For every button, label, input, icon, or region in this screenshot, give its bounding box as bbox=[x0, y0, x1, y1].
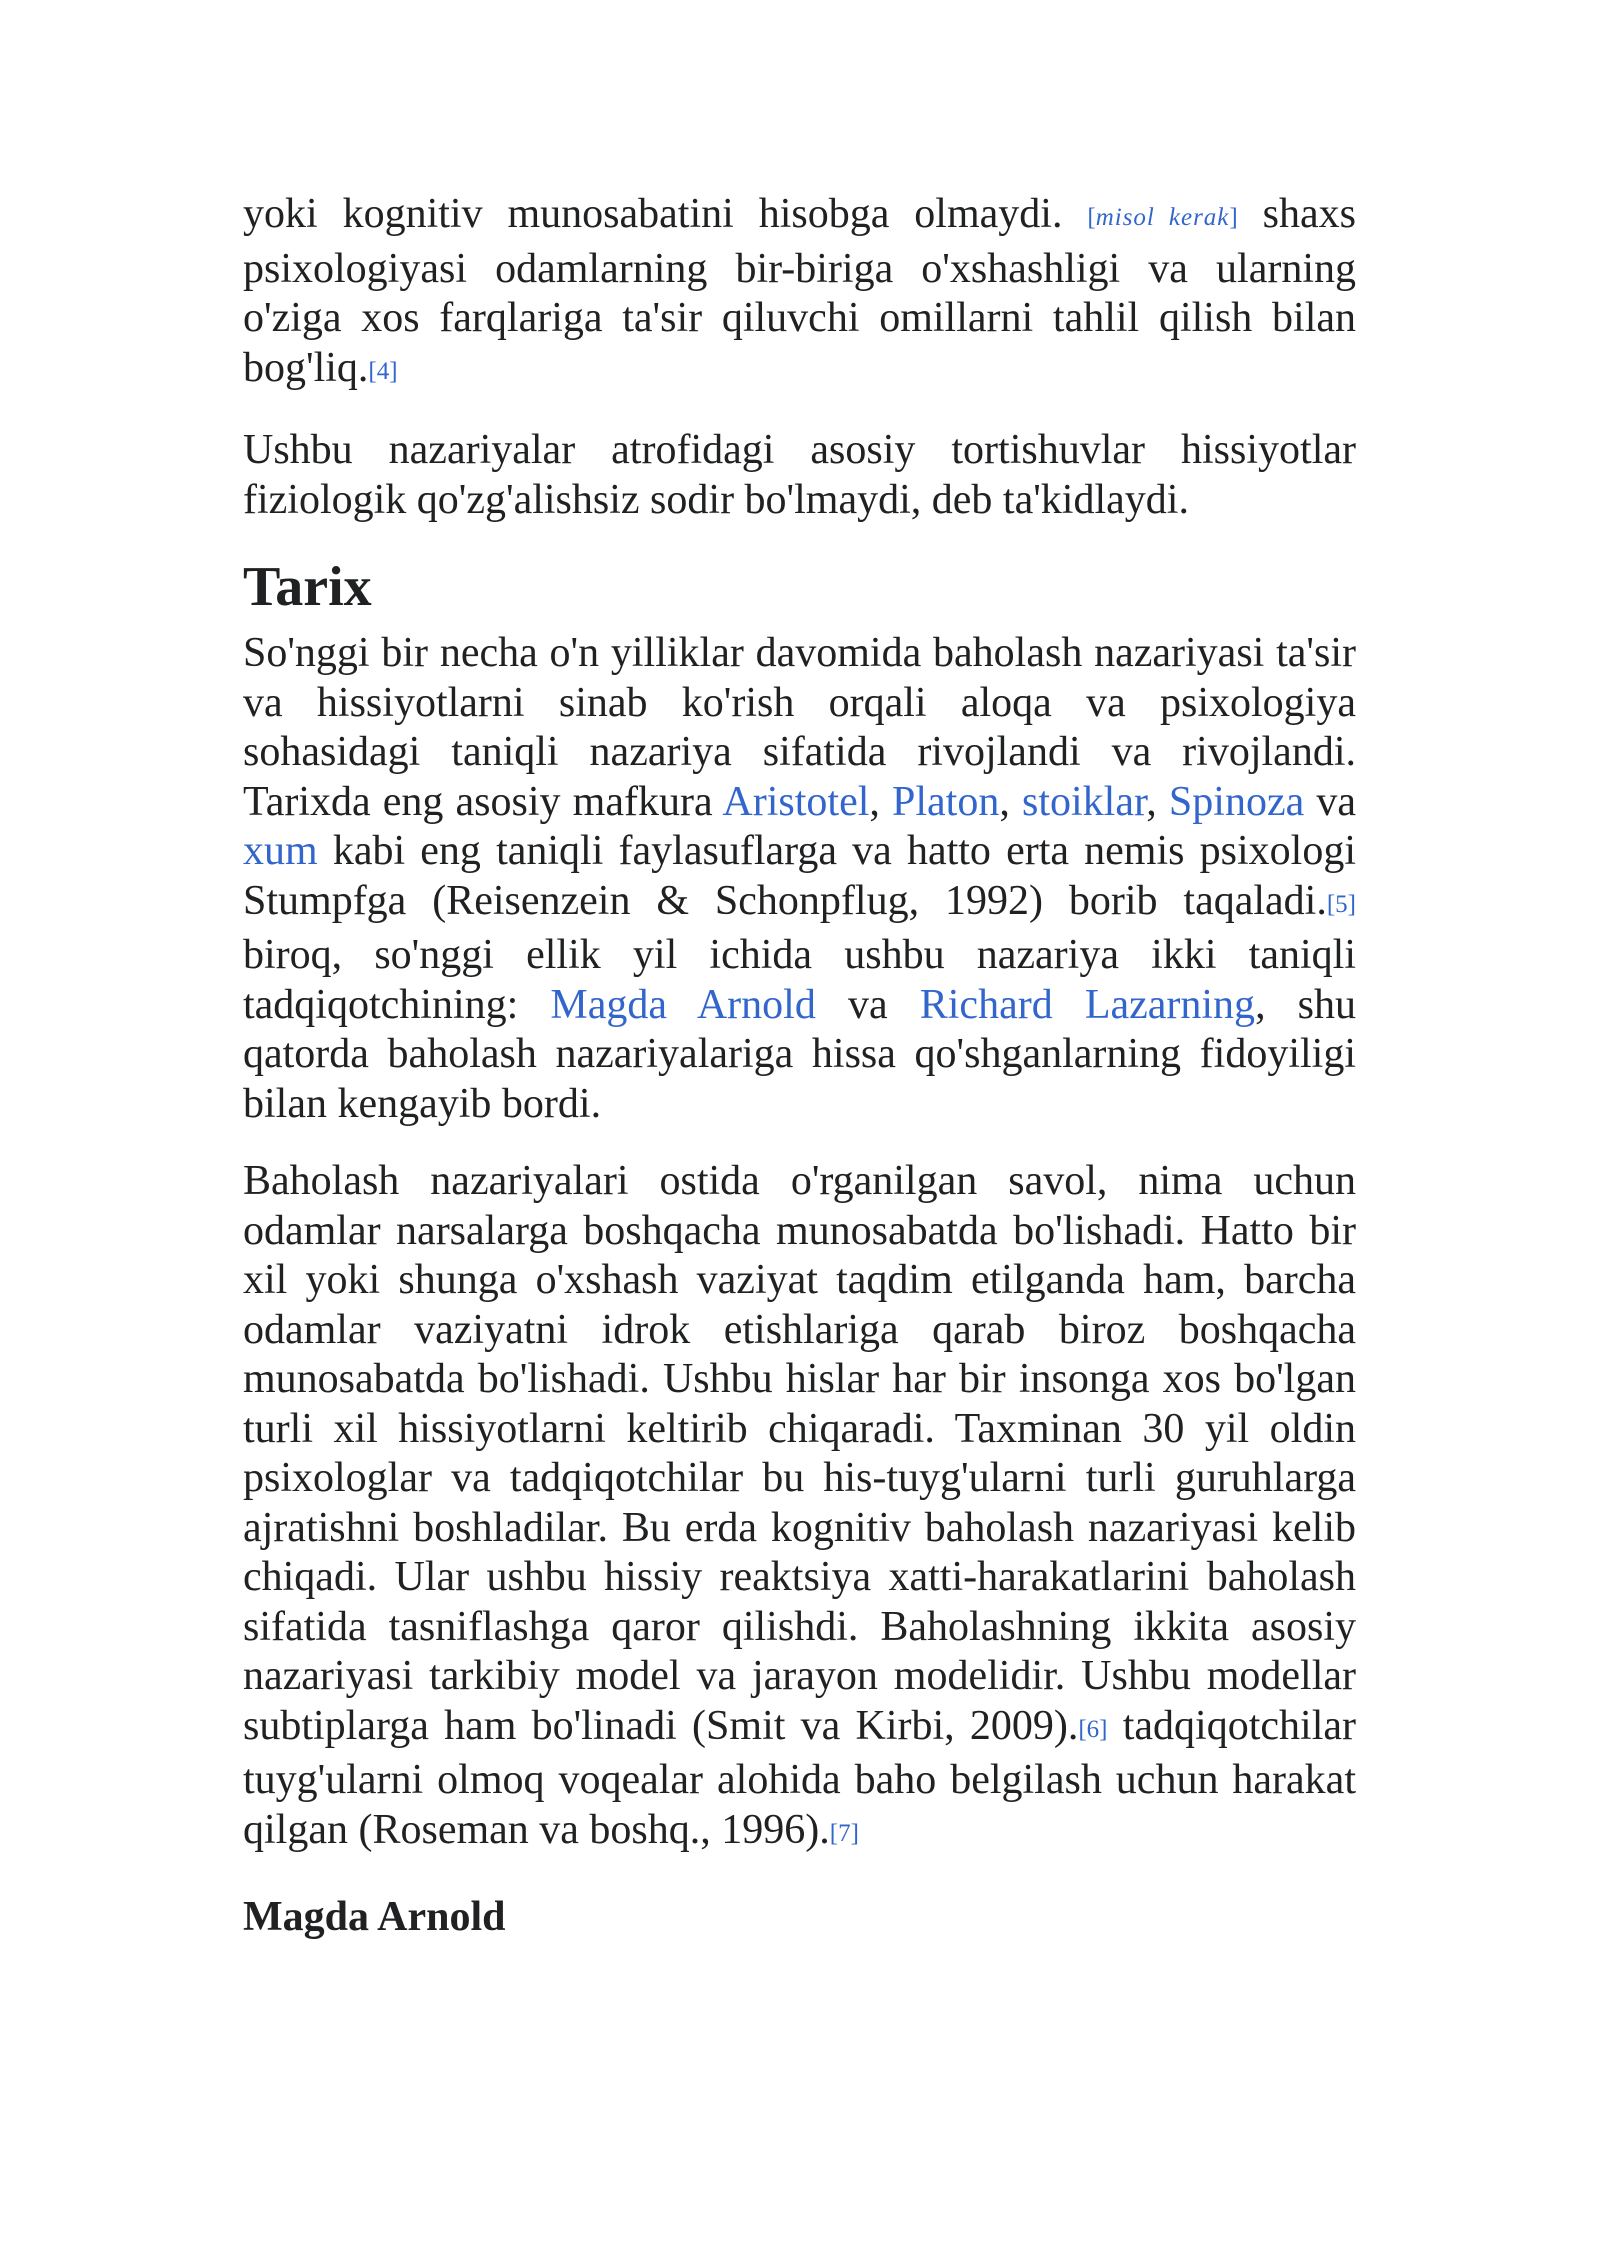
reference-7[interactable]: [7] bbox=[829, 1819, 859, 1847]
link-platon[interactable]: Platon bbox=[892, 778, 1000, 825]
paragraph-text: shaxs psixologiyasi odamlarning bir-biriga o'xshashligi va ularning o'ziga xos farqlariga ta'sir qiluvchi omillarni tahlil qilish bilan bog'liq. bbox=[243, 191, 1357, 391]
paragraph-appraisal bbox=[243, 1157, 1356, 1860]
link-xum[interactable]: xum bbox=[243, 828, 318, 874]
citation-needed-note[interactable]: [misol kerak] bbox=[1087, 204, 1238, 231]
paragraph-controversy bbox=[243, 426, 1356, 525]
reference-4[interactable]: [4] bbox=[368, 357, 398, 385]
link-aristotel[interactable]: Aristotel bbox=[722, 778, 870, 825]
reference-5[interactable]: [5] bbox=[1326, 890, 1356, 918]
paragraph-text: yoki kognitiv munosabatini hisobga olmaydi. bbox=[243, 191, 1063, 237]
paragraph-text: Baholash nazariyalari ostida o'rganilgan savol, nima uchun odamlar narsalarga boshqacha munosabatda bo'lishadi. Hatto bir xil yoki shunga o'xshash vaziyat taqdim etilganda ham, barcha odamlar vaziyatni idrok etishlariga qarab biroz boshqacha munosabatda bo'lishadi. Ushbu hislar har bir insonga xos bo'lgan turli xil hissiyotlarni keltirib chiqaradi. Taxminan 30 yil oldin psixologlar va tadqiqotchilar bu his-tuyg'ularni turli guruhlarga ajratishni boshladilar. Bu erda kognitiv baholash nazariyasi kelib chiqadi. Ular ushbu hissiy reaktsiya xatti-harakatlarini baholash sifatida tasniflashga qaror qilishdi. Baholashning ikkita asosiy nazariyasi tarkibiy model va jarayon modelidir. Ushbu modellar subtiplarga ham bo'linadi (Smit va Kirbi, 2009). bbox=[243, 1158, 1356, 1749]
subsection-heading-magda-arnold: Magda Arnold bbox=[243, 1894, 506, 1940]
paragraph-text: tadqiqotchilar tuyg'ularni olmoq voqealar alohida baho belgilash uchun harakat qilgan (Roseman va boshq., 1996). bbox=[243, 1702, 1357, 1853]
paragraph-personality bbox=[243, 190, 1356, 398]
link-magda-arnold[interactable]: Magda Arnold bbox=[550, 981, 816, 1028]
reference-6[interactable]: [6] bbox=[1078, 1715, 1108, 1743]
paragraph-text: , shu qatorda baholash nazariyalariga hissa qo'shganlarning fidoyiligi bilan kengayib bordi. bbox=[243, 981, 1357, 1127]
paragraph-text: kabi eng taniqli faylasuflarga va hatto erta nemis psixologi Stumpfga (Reisenzein & Schonpflug, 1992) borib taqaladi. bbox=[243, 828, 1356, 924]
link-stoiklar[interactable]: stoiklar bbox=[1021, 778, 1147, 825]
paragraph-history: So'nggi bir necha o'n yilliklar davomida baholash nazariyasi ta'sir va hissiyotlarni sinab ko'rish orqali aloqa va psixologiya sohasidagi taniqli nazariya sifatida rivojlandi va rivojlandi. Tarixda eng asosiy mafkura Aristotel, Platon, stoiklar, Spinoza va xum kabi eng taniqli faylasuflarga va hatto erta nemis psixologi Stumpfga (Reisenzein & Schonpflug, 1992) borib taqaladi.[5] biroq, so'nggi ellik yil ichida ushbu nazariya ikki taniqli tadqiqotchining: Magda Arnold va Richard Lazarning, shu qatorda baholash nazariyalariga hissa qo'shganlarning fidoyiligi bilan kengayib bordi. bbox=[243, 630, 1357, 1127]
paragraph-text: biroq, so'nggi ellik yil ichida ushbu nazariya ikki taniqli tadqiqotchining: bbox=[243, 932, 1356, 1028]
link-spinoza[interactable]: Spinoza bbox=[1168, 778, 1305, 825]
paragraph-text: So'nggi bir necha o'n yilliklar davomida baholash nazariyasi ta'sir va hissiyotlarni sinab ko'rish orqali aloqa va psixologiya sohasidagi taniqli nazariya sifatida rivojlandi va rivojlandi. Tarixda eng asosiy mafkura bbox=[243, 630, 1356, 825]
link-richard-lazarning[interactable]: Richard Lazarning bbox=[919, 981, 1256, 1028]
paragraph-text: Ushbu nazariyalar atrofidagi asosiy tortishuvlar hissiyotlar fiziologik qo'zg'alishsiz sodir bo'lmaydi, deb ta'kidlaydi. bbox=[243, 427, 1356, 523]
section-heading-tarix: Tarix bbox=[243, 556, 372, 618]
